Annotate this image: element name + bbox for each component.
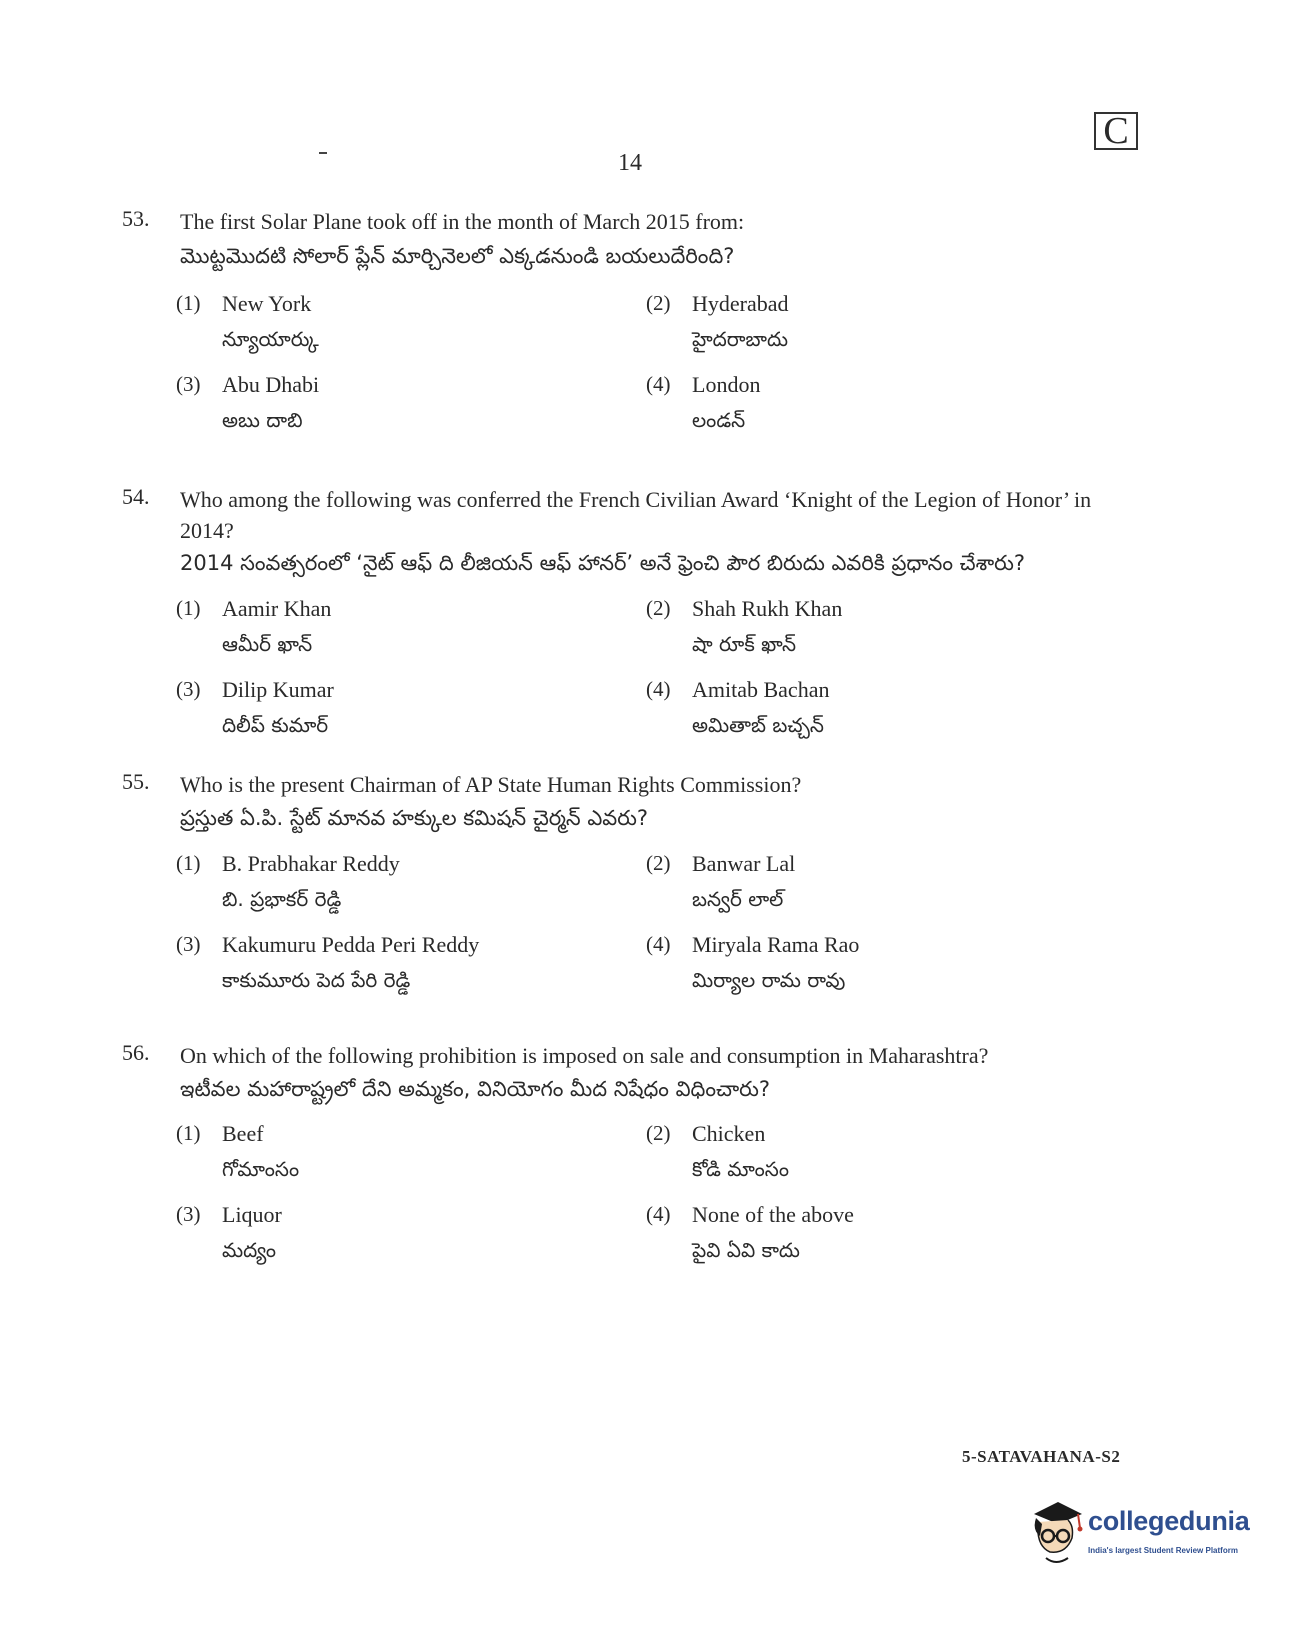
option-text-telugu: గోమాంసం [222,1157,300,1181]
option-number: (3) [176,677,201,701]
option-text-telugu: కోడి మాంసం [692,1157,789,1181]
question-set-box [1094,112,1138,150]
question-text-english: On which of the following prohibition is imposed on sale and consumption in Maharashtra? [180,1043,989,1068]
question-text-telugu: మొట్టమొదటి సోలార్ ప్లేన్ మార్చినెలలో ఎక్కడనుండి బయలుదేరింది? [180,244,735,268]
paper-code: 5-SATAVAHANA-S2 [962,1447,1121,1466]
option-number: (1) [176,1121,201,1145]
mascot-icon [1028,1496,1088,1576]
option-text-english: New York [222,291,312,316]
option-number: (2) [646,851,671,875]
option-number: (1) [176,851,201,875]
stray-mark [319,152,327,154]
option-number: (4) [646,932,671,956]
collegedunia-logo [1028,1496,1258,1576]
question-text-english: Who is the present Chairman of AP State Human Rights Commission? [180,772,802,797]
option-text-english: Miryala Rama Rao [692,932,860,957]
option-number: (3) [176,932,201,956]
option-text-english: None of the above [692,1202,854,1227]
option-text-english: Amitab Bachan [692,677,830,702]
option-text-telugu: న్యూయార్కు [222,327,319,351]
question-text-telugu: ప్రస్తుత ఏ.పి. స్టేట్ మానవ హక్కుల కమిషన్ చైర్మన్ ఎవరు? [180,806,649,830]
option-text-telugu: హైదరాబాదు [692,327,788,351]
option-text-telugu: దిలీప్ కుమార్ [222,713,329,737]
option-number: (4) [646,1202,671,1226]
question-number: 53. [122,206,150,231]
option-number: (2) [646,596,671,620]
question-number: 54. [122,484,150,509]
option-number: (4) [646,677,671,701]
option-text-telugu: మిర్యాల రామ రావు [692,968,846,992]
option-number: (2) [646,291,671,315]
option-number: (4) [646,372,671,396]
option-text-english: Hyderabad [692,291,789,316]
option-number: (2) [646,1121,671,1145]
option-number: (1) [176,291,201,315]
option-number: (3) [176,372,201,396]
question-set-code: C [1103,110,1129,152]
option-text-english: Aamir Khan [222,596,332,621]
question-text-english: Who among the following was conferred the French Civilian Award ‘Knight of the Legion of Honor’ in 2014? [180,487,1092,543]
option-text-english: Dilip Kumar [222,677,334,702]
option-text-telugu: లండన్ [692,408,746,432]
option-text-english: Liquor [222,1202,282,1227]
option-text-english: Shah Rukh Khan [692,596,843,621]
option-text-telugu: మద్యం [222,1238,276,1262]
page-number: 14 [618,150,642,176]
option-text-english: B. Prabhakar Reddy [222,851,400,876]
option-text-telugu: అబు దాబి [222,408,303,432]
option-text-telugu: బి. ప్రభాకర్ రెడ్డి [222,887,342,911]
option-text-telugu: బన్వర్ లాల్ [692,887,784,911]
option-number: (1) [176,596,201,620]
question-number: 56. [122,1040,150,1065]
option-text-telugu: షా రూక్ ఖాన్ [692,632,796,656]
brand-tagline: India's largest Student Review Platform [1088,1546,1238,1555]
option-text-english: Chicken [692,1121,766,1146]
brand-name: collegedunia [1088,1506,1250,1536]
option-text-english: London [692,372,761,397]
option-number: (3) [176,1202,201,1226]
option-text-telugu: అమితాబ్ బచ్చన్ [692,713,824,737]
option-text-english: Abu Dhabi [222,372,320,397]
question-text-english: The first Solar Plane took off in the month of March 2015 from: [180,209,745,234]
question-number: 55. [122,769,150,794]
option-text-english: Banwar Lal [692,851,796,876]
question-text-telugu: ఇటీవల మహారాష్ట్రలో దేని అమ్మకం, వినియోగం మీద నిషేధం విధించారు? [180,1077,771,1101]
option-text-telugu: పైవి ఏవి కాదు [692,1238,800,1262]
option-text-english: Beef [222,1121,264,1146]
option-text-telugu: కాకుమూరు పెద పేరి రెడ్డి [222,968,411,992]
option-text-telugu: ఆమీర్ ఖాన్ [222,632,313,656]
question-text-telugu: 2014 సంవత్సరంలో ‘నైట్ ఆఫ్ ది లీజియన్ ఆఫ్ హానర్’ అనే ఫ్రెంచి పౌర బిరుదు ఎవరికి ప్రధానం చేశారు? [180,551,1025,575]
option-text-english: Kakumuru Pedda Peri Reddy [222,932,480,957]
